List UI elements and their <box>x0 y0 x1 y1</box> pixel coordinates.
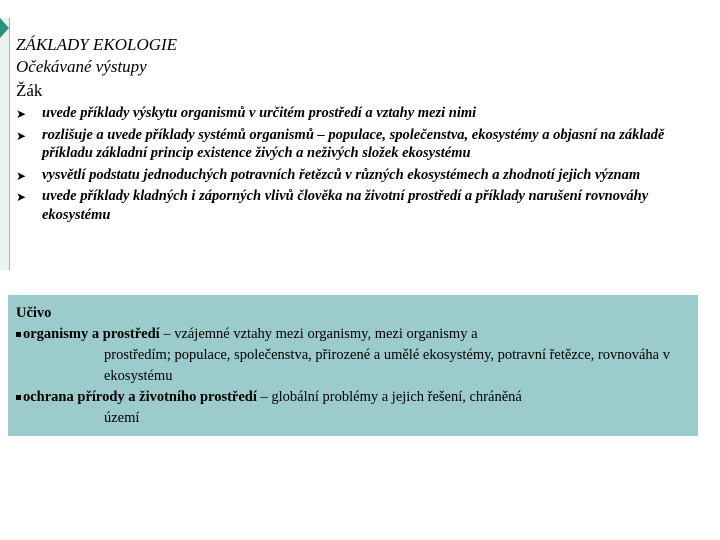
curriculum-term: ochrana přírody a životního prostředí <box>23 389 257 405</box>
outcome-text: rozlišuje a uvede příklady systémů organismů – populace, společenstva, ekosystémy a objasní na základě příkladu základní princip existence živých a neživých složek ekosystému <box>42 126 665 161</box>
curriculum-term: organismy a prostředí <box>23 326 160 342</box>
curriculum-item <box>16 387 692 429</box>
curriculum-item <box>16 324 692 387</box>
slide-header <box>16 34 177 102</box>
outcome-text: uvede příklady výskytu organismů v určitém prostředí a vztahy mezi nimi <box>42 105 477 121</box>
arrow-bullet-icon: ➤ <box>16 190 27 204</box>
square-bullet-icon <box>16 332 21 337</box>
curriculum-heading: Učivo <box>16 305 52 321</box>
section-subtitle: Očekávané výstupy <box>16 57 147 76</box>
curriculum-box <box>8 295 698 436</box>
curriculum-description-continued: prostředím; populace, společenstva, přirozené a umělé ekosystémy, potravní řetězce, rovnováha v ekosystému <box>104 347 670 384</box>
pupil-label: Žák <box>16 81 43 100</box>
list-item <box>16 166 696 185</box>
expected-outcomes-list <box>16 104 696 227</box>
list-item <box>16 187 696 224</box>
outcome-text: uvede příklady kladných i záporných vlivů člověka na životní prostředí a příklady narušení rovnováhy ekosystému <box>42 188 649 223</box>
square-bullet-icon <box>16 395 21 400</box>
list-item <box>16 126 696 163</box>
curriculum-description: – vzájemné vztahy mezi organismy, mezi organismy a <box>159 326 478 342</box>
arrow-bullet-icon: ➤ <box>16 107 27 121</box>
slide-side-rail <box>0 18 10 270</box>
list-item <box>16 104 696 123</box>
page-title: ZÁKLADY EKOLOGIE <box>16 35 178 54</box>
arrow-bullet-icon: ➤ <box>16 168 27 183</box>
arrow-bullet-icon: ➤ <box>16 128 27 143</box>
curriculum-description-continued: území <box>104 410 140 426</box>
curriculum-description: – globální problémy a jejich řešení, chráněná <box>256 389 522 405</box>
outcome-text: vysvětlí podstatu jednoduchých potravních řetězců v různých ekosystémech a zhodnotí jejich význam <box>42 166 641 183</box>
